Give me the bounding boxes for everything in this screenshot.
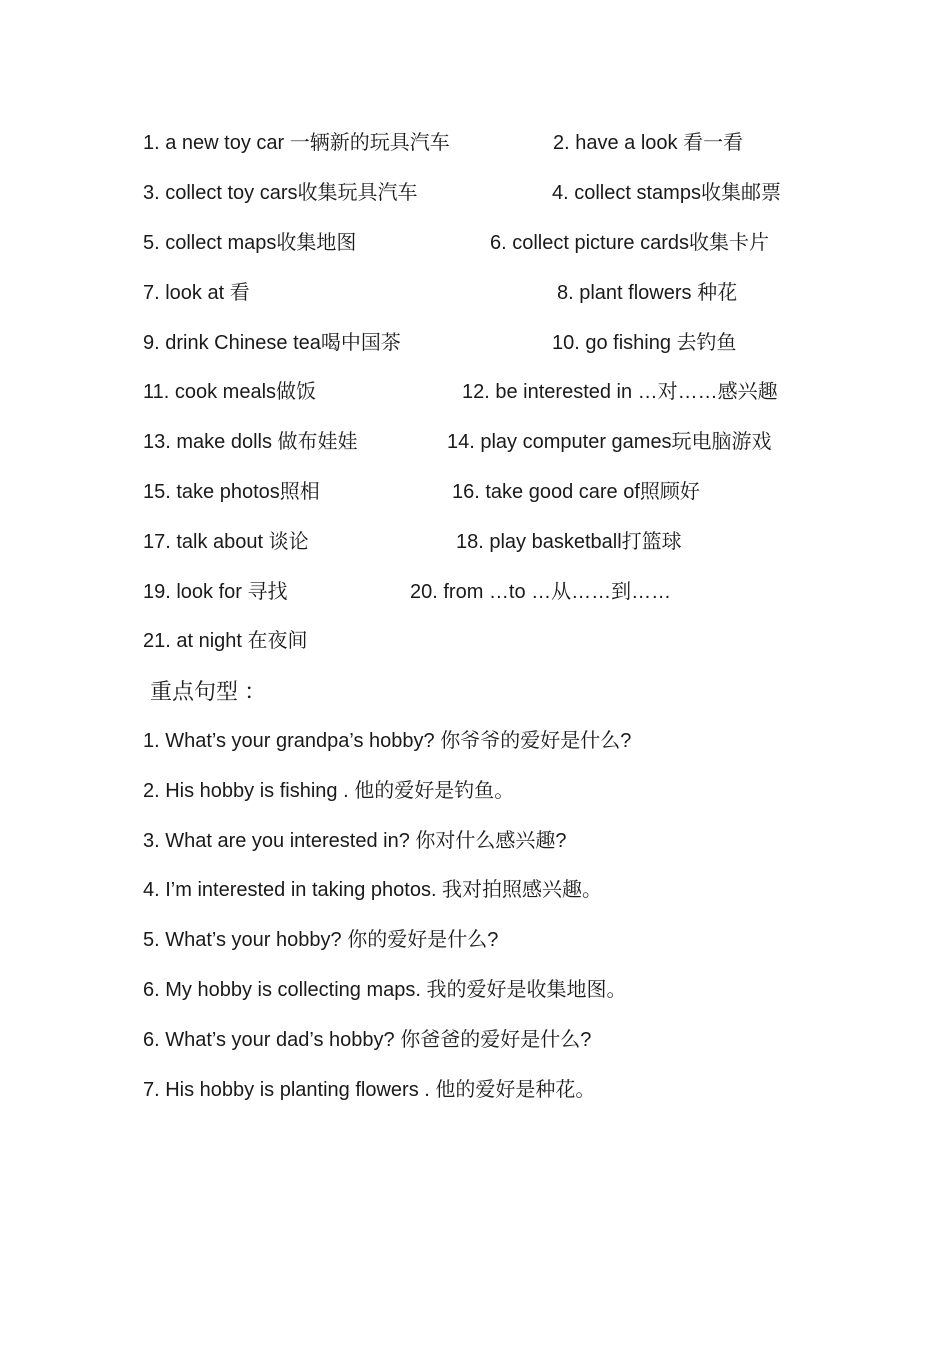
sentence-item-2: 2. His hobby is fishing . 他的爱好是钓鱼。 — [143, 780, 515, 802]
sentence-item-8: 7. His hobby is planting flowers . 他的爱好是种花。 — [143, 1079, 596, 1101]
phrase-item-1: 1. a new toy car 一辆新的玩具汽车 — [143, 132, 450, 154]
phrase-item-4: 4. collect stamps收集邮票 — [552, 182, 781, 204]
phrase-item-19: 19. look for 寻找 — [143, 581, 288, 603]
phrase-item-9: 9. drink Chinese tea喝中国茶 — [143, 332, 401, 354]
phrase-item-16: 16. take good care of照顾好 — [452, 481, 700, 503]
phrase-item-5: 5. collect maps收集地图 — [143, 232, 357, 254]
sentence-item-1: 1. What’s your grandpa’s hobby? 你爷爷的爱好是什么? — [143, 730, 632, 752]
sentence-item-6: 6. My hobby is collecting maps. 我的爱好是收集地图。 — [143, 979, 627, 1001]
phrase-item-2: 2. have a look 看一看 — [553, 132, 744, 154]
phrase-item-20: 20. from …to …从……到…… — [410, 581, 672, 603]
sentence-item-5: 5. What’s your hobby? 你的爱好是什么? — [143, 929, 499, 951]
phrase-item-3: 3. collect toy cars收集玩具汽车 — [143, 182, 418, 204]
phrase-item-15: 15. take photos照相 — [143, 481, 320, 503]
phrase-item-13: 13. make dolls 做布娃娃 — [143, 431, 358, 453]
phrase-item-6: 6. collect picture cards收集卡片 — [490, 232, 769, 254]
sentence-item-7: 6. What’s your dad’s hobby? 你爸爸的爱好是什么? — [143, 1029, 592, 1051]
phrase-item-17: 17. talk about 谈论 — [143, 531, 309, 553]
phrase-item-14: 14. play computer games玩电脑游戏 — [447, 431, 772, 453]
phrase-item-21: 21. at night 在夜间 — [143, 630, 308, 652]
phrase-item-18: 18. play basketball打篮球 — [456, 531, 682, 553]
sentence-item-3: 3. What are you interested in? 你对什么感兴趣? — [143, 830, 567, 852]
phrase-item-10: 10. go fishing 去钓鱼 — [552, 332, 737, 354]
sentence-item-4: 4. I’m interested in taking photos. 我对拍照感兴趣。 — [143, 879, 603, 901]
phrase-item-12: 12. be interested in …对……感兴趣 — [462, 381, 778, 403]
phrase-item-7: 7. look at 看 — [143, 282, 250, 304]
sentences-heading: 重点句型 ： — [150, 679, 267, 704]
phrase-item-11: 11. cook meals做饭 — [143, 381, 317, 403]
phrase-item-8: 8. plant flowers 种花 — [557, 282, 738, 304]
